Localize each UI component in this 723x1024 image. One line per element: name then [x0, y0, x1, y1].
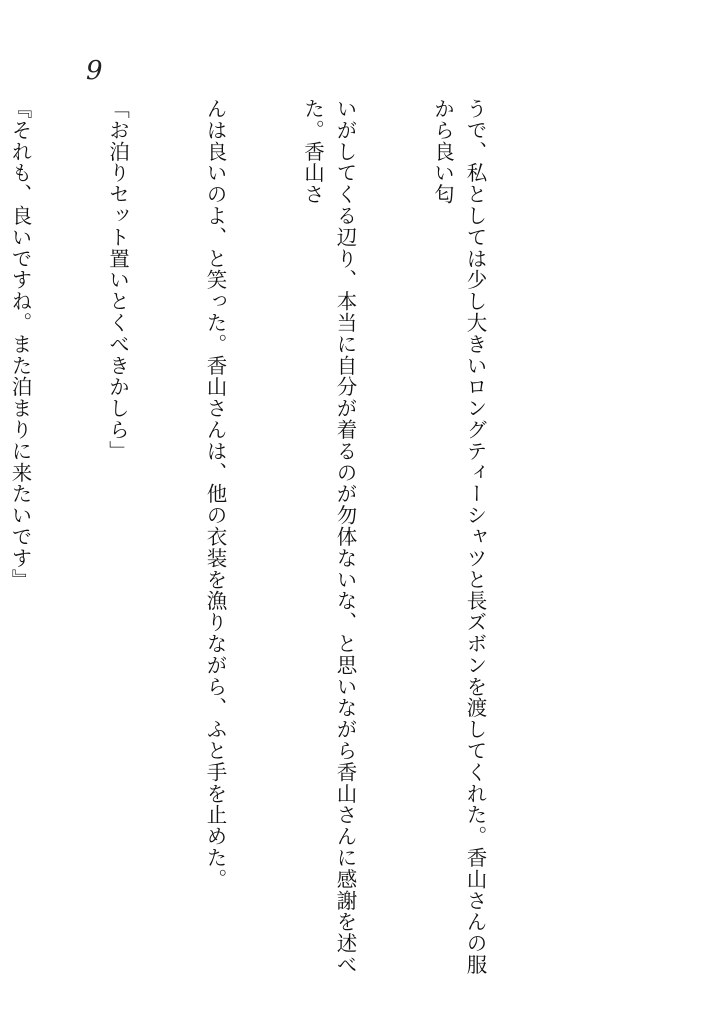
text-line: うで、私としては少し大きいロングティーシャツと長ズボンを渡してくれた。香山さんの服から良い匂 [430, 98, 487, 976]
vertical-text-body [8, 98, 556, 978]
text-line: んは良いのよ、と笑った。香山さんは、他の衣装を漁りながら、ふと手を止めた。 [203, 98, 227, 890]
text-line: 『それも、良いですね。また泊まりに来たいです』 [8, 98, 32, 591]
page-number: 9 [86, 56, 103, 86]
text-line: 「お泊りセット置いとくべきかしら」 [105, 98, 130, 462]
text-line: いがしてくる辺り、本当に自分が着るのが勿体ないな、と思いながら香山さんに感謝を述べた。香山さ [300, 98, 357, 976]
